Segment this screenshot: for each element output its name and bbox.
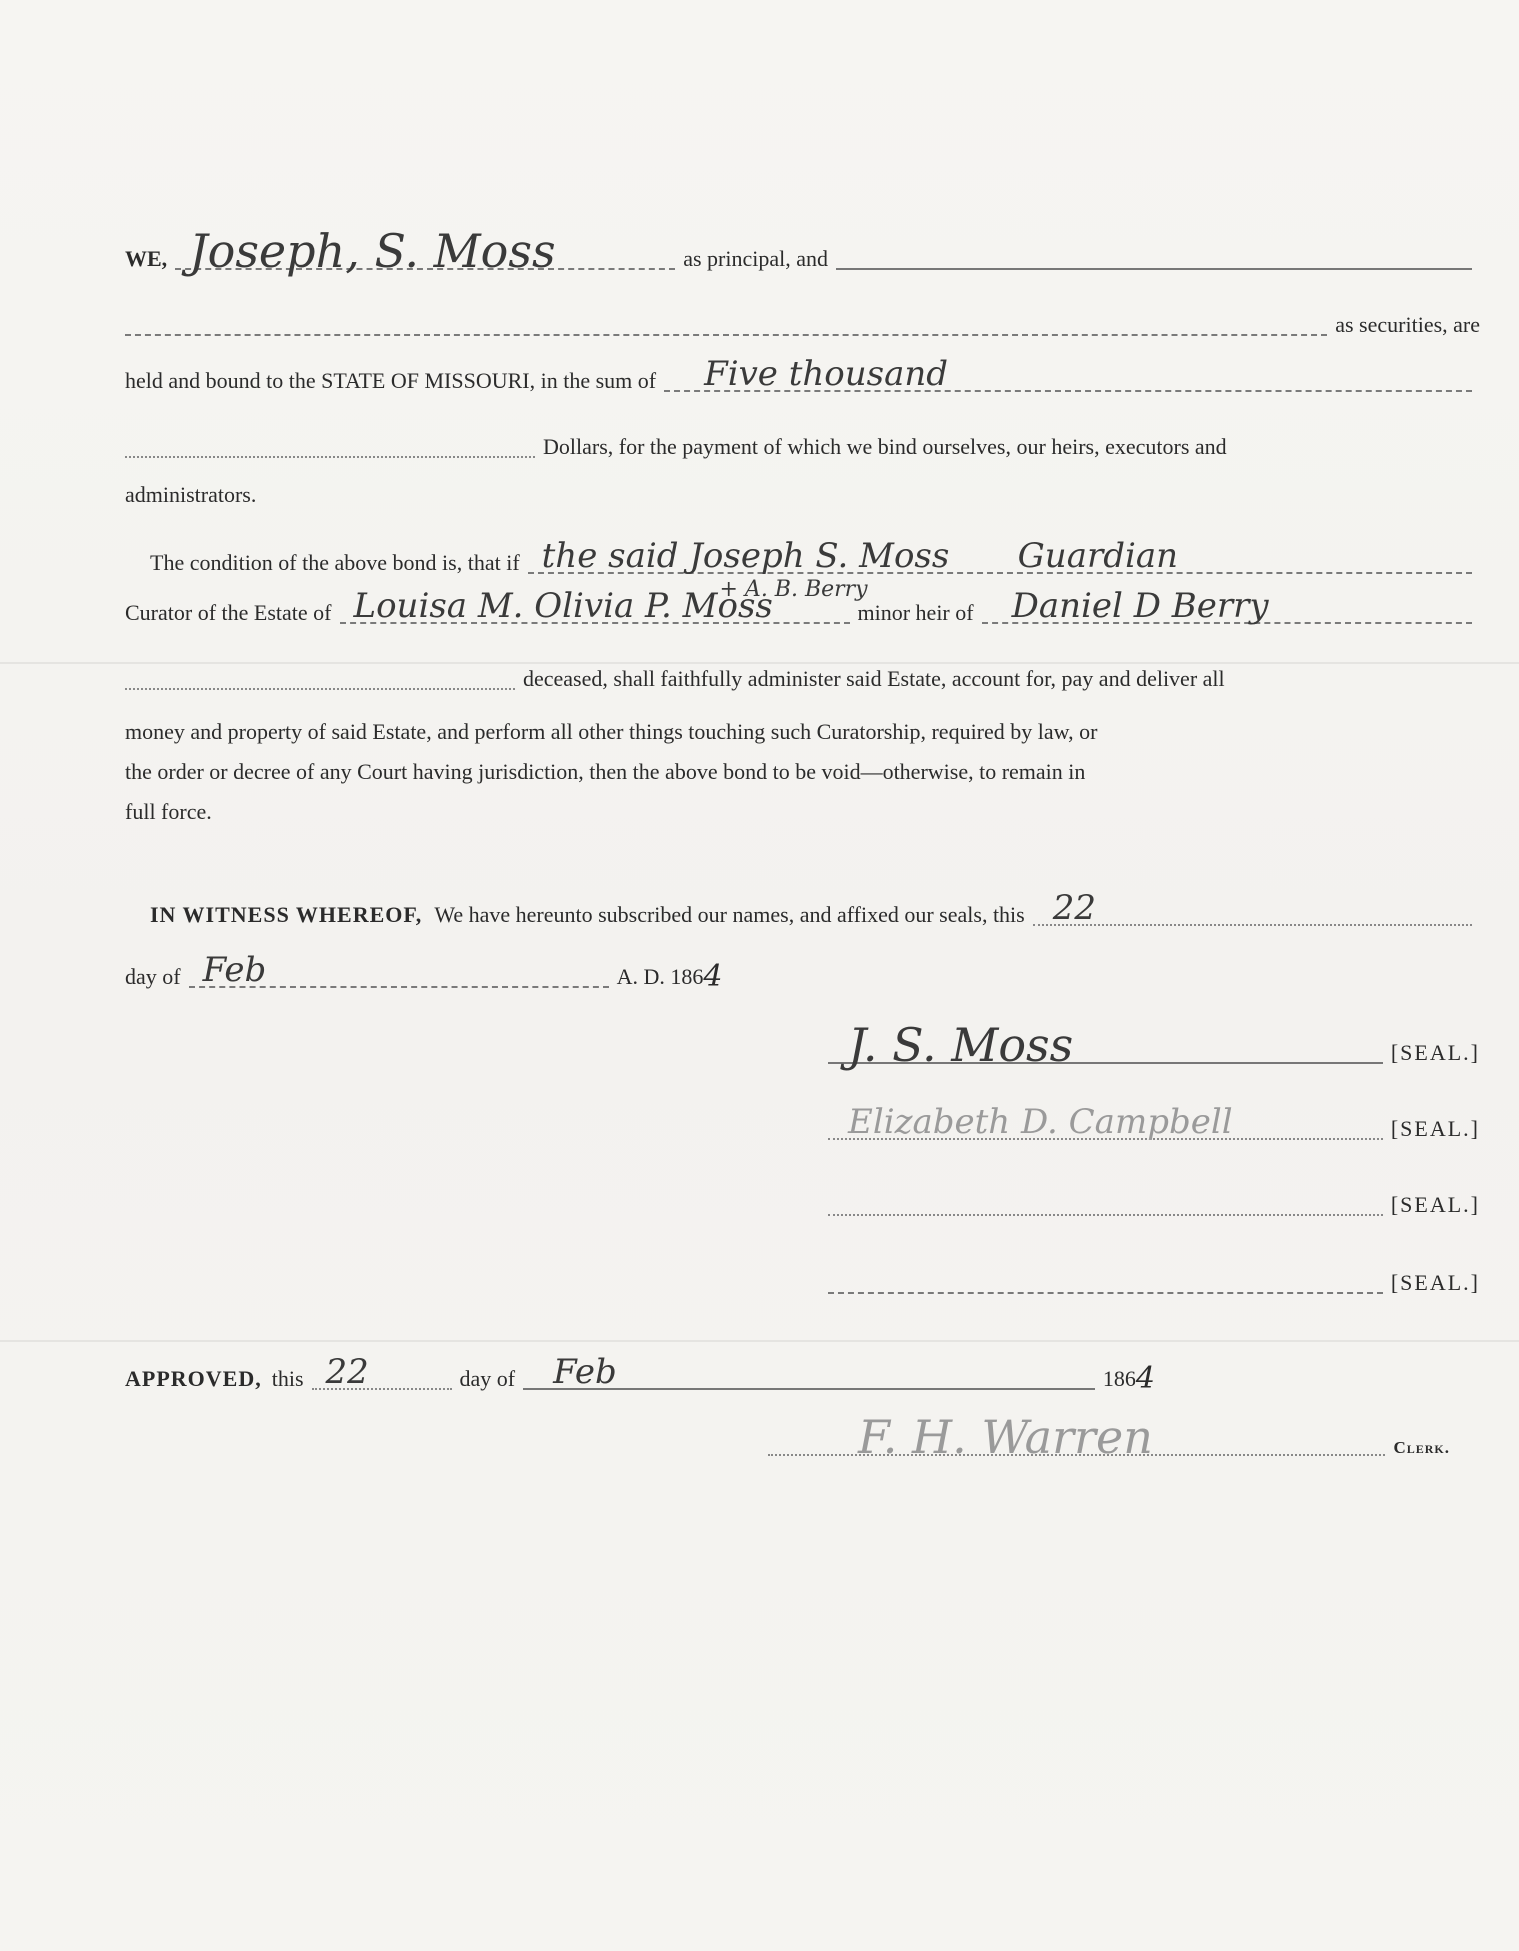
approved-this: this (271, 1366, 304, 1391)
line-curator (125, 577, 1480, 630)
condition-name: the said Joseph S. Moss (541, 536, 950, 576)
as-securities-label: as securities, are (1335, 312, 1480, 337)
as-principal-label: as principal, and (683, 246, 828, 271)
line-deceased (125, 660, 1480, 696)
estate-names: Louisa M. Olivia P. Moss (353, 586, 773, 626)
approved-month: Feb (553, 1352, 617, 1392)
approved-day-of: day of (459, 1366, 516, 1391)
deceased-name: Daniel D Berry (1011, 586, 1269, 626)
clerk-label: Clerk. (1393, 1438, 1450, 1457)
sum-field (664, 356, 1472, 392)
clerk-signature: F. H. Warren (858, 1410, 1153, 1464)
seal-label-4: [SEAL.] (1390, 1270, 1480, 1295)
seal-label-1: [SEAL.] (1390, 1040, 1480, 1065)
approved-day: 22 (325, 1352, 369, 1392)
condition-body (125, 712, 1480, 832)
estate-field (340, 577, 868, 626)
line-witness (150, 888, 1480, 932)
signature-field-3 (828, 1180, 1383, 1216)
paper-fold (0, 1340, 1519, 1342)
dollars-text: Dollars, for the payment of which we bind ourselves, our heirs, executors and (543, 434, 1227, 459)
order-text: the order or decree of any Court having jurisdiction, then the above bond to be void—otherwise, to remain in (125, 759, 1086, 784)
signature-field-4 (828, 1258, 1383, 1294)
approved-day-field (312, 1354, 452, 1390)
approved-label: APPROVED, (125, 1366, 262, 1391)
principal-name: Joseph, S. Moss (189, 224, 556, 278)
line-condition (150, 536, 1480, 580)
witness-day: 22 (1052, 888, 1097, 928)
heir-of-field (982, 588, 1472, 624)
witness-year-digit: 4 (703, 959, 723, 994)
seal-label-2: [SEAL.] (1390, 1116, 1480, 1141)
line-administrators (125, 476, 1480, 512)
securities-field (836, 234, 1472, 270)
line-approved (125, 1352, 1155, 1396)
clerk-signature-field (768, 1410, 1385, 1464)
principal-field (175, 224, 675, 278)
money-text: money and property of said Estate, and perform all other things touching such Curatorship, required by law, or (125, 719, 1098, 744)
full-force-text: full force. (125, 799, 212, 824)
witness-month: Feb (202, 950, 267, 990)
signature-line-2 (820, 1102, 1480, 1146)
witness-ad: A. D. 186 (616, 964, 704, 989)
witness-day-field (1033, 890, 1472, 926)
deceased-continued-field (125, 654, 515, 690)
line-held-bound (125, 354, 1480, 398)
line-principal (125, 224, 1480, 278)
administrators-text: administrators. (125, 482, 257, 507)
witness-label: IN WITNESS WHEREOF, (150, 902, 423, 927)
signature-field-2 (828, 1104, 1383, 1140)
line-dollars (125, 428, 1480, 464)
sum-amount: Five thousand (704, 354, 949, 394)
witness-day-of: day of (125, 964, 181, 989)
line-securities (125, 306, 1480, 342)
condition-name-field (528, 538, 1472, 574)
minor-heir-label: minor heir of (857, 600, 974, 625)
sum-continued-field (125, 422, 535, 458)
signature-line-1 (820, 1018, 1480, 1072)
line-clerk (760, 1410, 1450, 1464)
signature-line-3 (820, 1182, 1480, 1222)
securities-field-2 (125, 300, 1327, 336)
witness-text: We have hereunto subscribed our names, and affixed our seals, this (434, 902, 1025, 927)
approved-month-field (523, 1354, 1095, 1390)
guardian-role: Guardian (1017, 536, 1179, 576)
curator-of-label: Curator of the Estate of (125, 600, 332, 625)
signature-name-1: J. S. Moss (848, 1018, 1074, 1072)
added-heir-name: + A. B. Berry (719, 577, 868, 602)
signature-name-2: Elizabeth D. Campbell (848, 1102, 1233, 1142)
we-label: WE, (125, 246, 168, 271)
approved-year-digit: 4 (1135, 1361, 1155, 1396)
signature-line-4 (820, 1260, 1480, 1300)
deceased-text: deceased, shall faithfully administer said Estate, account for, pay and deliver all (523, 666, 1225, 691)
condition-intro: The condition of the above bond is, that if (150, 550, 520, 575)
signature-field-1 (828, 1018, 1383, 1072)
seal-label-3: [SEAL.] (1390, 1192, 1480, 1217)
witness-month-field (189, 952, 609, 988)
held-bound-text: held and bound to the STATE OF MISSOURI, in the sum of (125, 368, 657, 393)
approved-year-prefix: 186 (1102, 1366, 1136, 1391)
line-witness-date (125, 950, 1480, 994)
